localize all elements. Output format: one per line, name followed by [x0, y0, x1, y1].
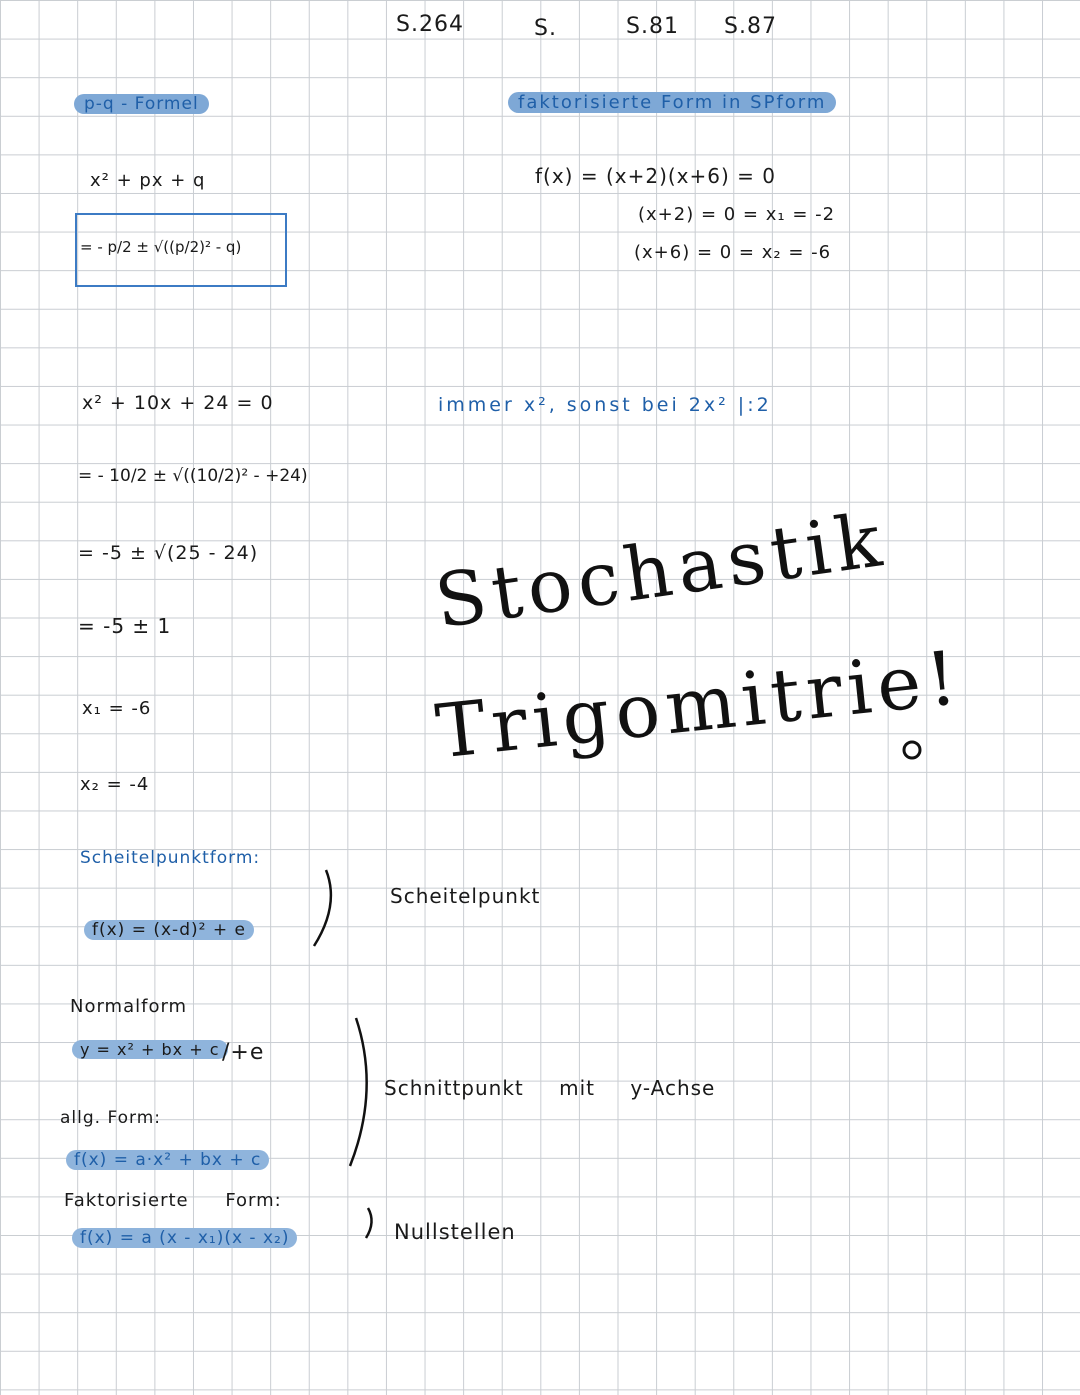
brace-scheitel [314, 870, 331, 946]
example-step-3: = -5 ± 1 [78, 614, 172, 638]
brace-nullstellen [366, 1208, 372, 1238]
faktor-line-3: (x+6) = 0 = x₂ = -6 [634, 242, 832, 263]
page-ref-s: S. [534, 16, 557, 41]
pq-formula: = - p/2 ± √((p/2)² - q) [80, 238, 242, 256]
pq-expression: x² + px + q [90, 170, 206, 191]
scheitel-label: Scheitelpunkt [390, 884, 541, 908]
page-ref-264: S.264 [396, 12, 464, 37]
faktor-line-2: (x+2) = 0 = x₁ = -2 [638, 204, 836, 225]
page-ref-81: S.81 [626, 14, 679, 39]
faktor-title: faktorisierte Form in SPform [508, 92, 836, 113]
schnitt-label: Schnittpunkt mit y-Achse [384, 1076, 716, 1100]
fakt-formula: f(x) = a (x - x₁)(x - x₂) [72, 1228, 297, 1248]
normal-formula: y = x² + bx + c [72, 1040, 228, 1059]
page-ref-87: S.87 [724, 14, 777, 39]
fakt-title: Faktorisierte Form: [64, 1190, 282, 1211]
allg-formula: f(x) = a·x² + bx + c [66, 1150, 269, 1170]
word-trigomitrie: Trigomitrie! [432, 634, 967, 776]
example-x1: x₁ = -6 [82, 698, 152, 719]
normal-title: Normalform [70, 996, 188, 1017]
null-label: Nullstellen [394, 1220, 516, 1244]
faktor-line-1: f(x) = (x+2)(x+6) = 0 [535, 164, 776, 188]
normal-suffix: /+e [222, 1040, 265, 1065]
brace-schnitt [350, 1018, 367, 1166]
word-stochastik: Stochastik [430, 496, 892, 646]
exclamation-dot [904, 742, 920, 758]
scheitel-formula: f(x) = (x-d)² + e [84, 920, 254, 940]
pq-title: p-q - Formel [74, 94, 209, 114]
note-text: immer x², sonst bei 2x² |:2 [438, 394, 772, 416]
scheitel-title: Scheitelpunktform: [80, 848, 261, 868]
example-step-2: = -5 ± √(25 - 24) [78, 542, 259, 564]
example-equation: x² + 10x + 24 = 0 [82, 392, 274, 414]
example-x2: x₂ = -4 [80, 774, 150, 795]
allg-title: allg. Form: [60, 1108, 162, 1128]
example-step-1: = - 10/2 ± √((10/2)² - +24) [78, 466, 308, 486]
